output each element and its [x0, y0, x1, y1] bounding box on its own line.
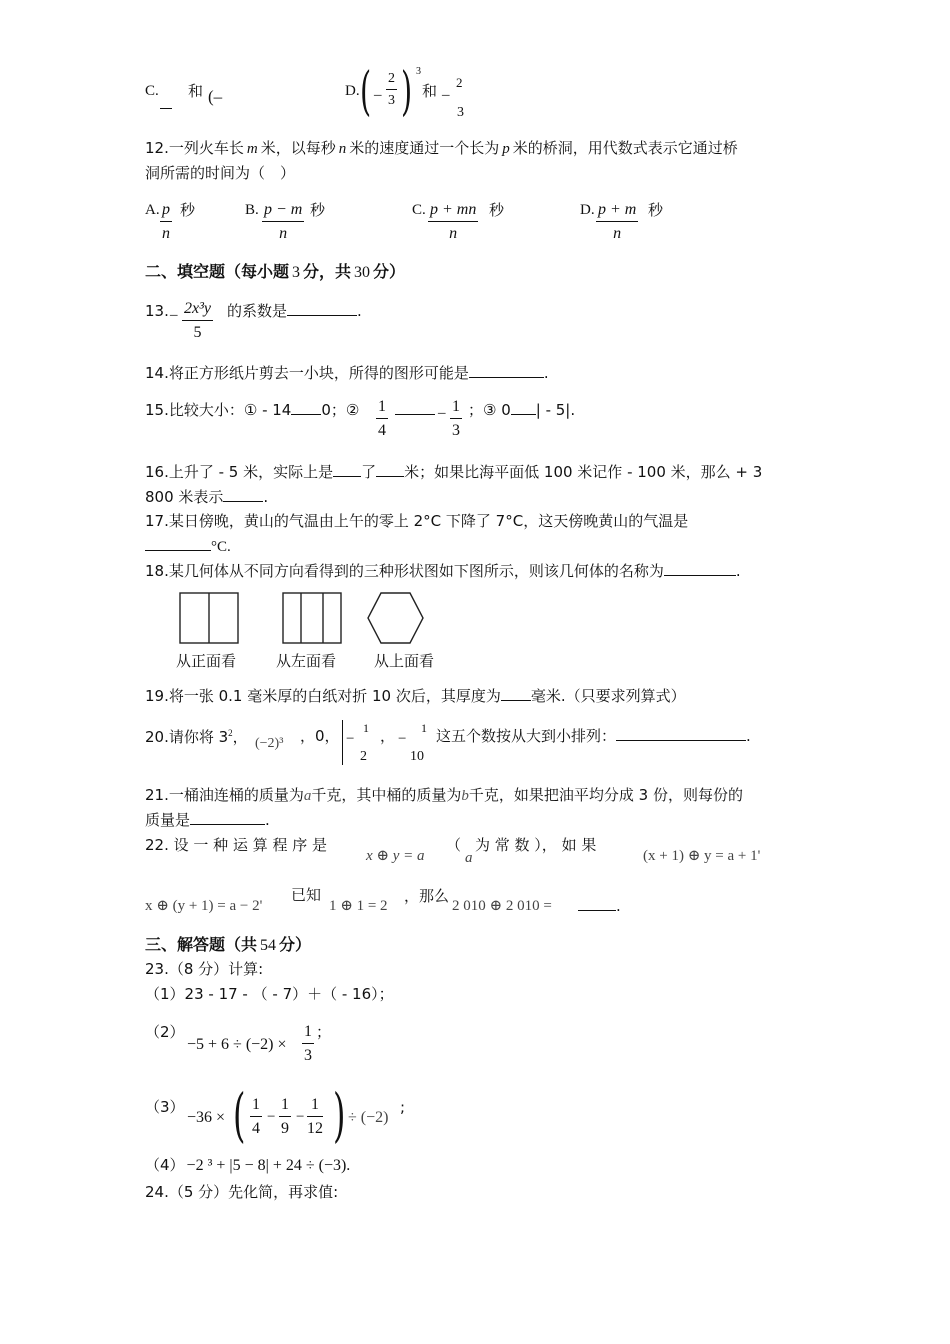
q11-c-label: C.	[145, 83, 159, 99]
q15-f1-den: 4	[378, 422, 386, 439]
q23-heading: 23.（8 分）计算:	[145, 960, 264, 978]
q23-p3-minus-1: −	[267, 1109, 276, 1125]
q19-text: 19.将一张 0.1 毫米厚的白纸对折 10 次后，其厚度为 毫米.（只要求列算式）	[145, 687, 686, 705]
q22-formula-2: (x + 1) ⊕ y = a + 1'	[643, 848, 761, 864]
q23-p3-f3-num: 1	[307, 1097, 323, 1117]
q12-option-c-fraction	[428, 202, 478, 242]
left-view-shape	[283, 593, 341, 643]
q11-c-and: 和	[188, 82, 204, 100]
q11-d-num: 2	[386, 72, 397, 90]
q12-option-d-den: n	[613, 225, 622, 242]
q23-p3-f1-den: 4	[252, 1120, 260, 1137]
q23-part-2-label: （2）	[145, 1023, 185, 1041]
q23-p3-f2-den: 9	[281, 1120, 289, 1137]
q12-line2: 洞所需的时间为（ ）	[145, 164, 296, 182]
q13-frac-num: 2x³y	[182, 301, 213, 321]
q12-option-c-label: C.	[412, 202, 426, 218]
q18-view-label-top: 从上面看	[374, 652, 435, 670]
q23-p3-fraction-3	[307, 1097, 323, 1137]
q15-part-a: 15.比较大小：① - 14 0；②	[145, 401, 360, 419]
q21-line2: 质量是 .	[145, 811, 270, 829]
q16-line2: 800 米表示 .	[145, 488, 269, 506]
q11-c-blank	[160, 97, 172, 112]
q23-part-3-pre: −36 ×	[187, 1109, 226, 1126]
q18-views-figure	[175, 591, 475, 651]
q23-p3-fraction-1	[250, 1097, 262, 1137]
q23-part-1: （1）23 - 17 - （ - 7）＋（ - 16）；	[145, 985, 394, 1003]
q23-part-4: （4） −2 ³ + |5 − 8| + 24 ÷ (−3).	[145, 1156, 351, 1174]
q12-option-a-unit: 秒	[180, 201, 196, 219]
q20-abs-sign: −	[346, 731, 355, 747]
q12-option-a-label: A.	[145, 202, 160, 218]
q21-line1: 21.一桶油连桶的质量为a千克，其中桶的质量为b千克，如果把油平均分成 3 份，则每份的	[145, 786, 743, 804]
q12-option-d-label: D.	[580, 202, 595, 218]
q22-known: 已知	[291, 886, 322, 904]
q20-part-a: 20.请你将 $3^2$，	[145, 728, 248, 746]
q12-option-d-fraction	[596, 202, 638, 242]
q12-option-b-num: p − m	[262, 202, 304, 222]
q11-d-den: 3	[388, 93, 395, 108]
q12-option-b-den: n	[279, 225, 288, 242]
q15-fraction-1	[376, 399, 388, 439]
q22-formula-5: 2 010 ⊕ 2 010 =	[452, 898, 552, 914]
section3-heading: 三、解答题（共 54 分）	[145, 935, 312, 954]
q11-d-sign: –	[374, 87, 382, 103]
q12-option-c-den: n	[449, 225, 458, 242]
q23-p3-f1-num: 1	[250, 1097, 262, 1117]
q12-option-b-fraction	[262, 202, 304, 242]
q23-p3-fraction-2	[279, 1097, 291, 1137]
q22-var-a: a	[465, 850, 473, 866]
q11-d-tail-sign: –	[442, 87, 450, 103]
q23-part-2-expr: −5 + 6 ÷ (−2) ×	[187, 1036, 287, 1053]
q18-view-label-left: 从左面看	[276, 652, 337, 670]
q11-d-tail-den: 3	[457, 105, 464, 120]
q12-option-a-den: n	[162, 225, 170, 242]
section2-heading: 二、填空题（每小题 3 分，共 30 分）	[145, 262, 406, 281]
q22-part-b: 为 常 数 ）， 如 果	[475, 836, 597, 854]
q24-heading: 24.（5 分）先化简，再求值:	[145, 1183, 339, 1201]
q12-option-a-num: p	[160, 202, 172, 222]
q13-sign: –	[170, 307, 178, 323]
q13-fraction	[182, 301, 213, 341]
q15-fraction-2	[450, 399, 462, 439]
q20-neg2-cubed: (−2)³	[255, 736, 284, 751]
q15-sign: –	[438, 405, 446, 421]
q16-line1: 16.上升了 - 5 米，实际上是 了 米；如果比海平面低 100 米记作 - 100 米，那么 + 3	[145, 463, 763, 481]
q22-formula-1: x ⊕ y = a	[366, 848, 425, 864]
q23-p3-f2-num: 1	[279, 1097, 291, 1117]
q15-f2-num: 1	[450, 399, 462, 419]
top-view-hexagon	[368, 593, 423, 643]
q13-number: 13.	[145, 302, 169, 320]
q13-text: 的系数是 .	[227, 302, 362, 320]
q22-then: ，那么	[404, 887, 450, 905]
q12-option-a-fraction	[160, 202, 172, 242]
q23-part-3-right-paren: )	[333, 1081, 346, 1149]
q12-option-b-label: B.	[245, 202, 259, 218]
q12-option-c-unit: 秒	[489, 201, 505, 219]
q20-abs-den: 2	[360, 749, 367, 764]
q13-frac-den: 5	[193, 324, 202, 341]
q15-part-c: ；③ 0 | - 5|.	[468, 401, 576, 419]
q15-blank-2	[395, 403, 435, 418]
q23-p3-f3-den: 12	[307, 1120, 323, 1137]
q20-abs-num: 1	[363, 721, 369, 735]
q12-option-d-num: p + m	[596, 202, 638, 222]
q20-zero: ，0，	[300, 727, 340, 745]
q20-part-b: 这五个数按从大到小排列： .	[436, 727, 751, 745]
q22-answer: .	[578, 899, 621, 914]
q15-f1-num: 1	[376, 399, 388, 419]
q12-option-d-unit: 秒	[648, 201, 664, 219]
q20-abs-bar-left	[342, 720, 343, 765]
q17-line2: °C.	[145, 539, 231, 555]
q23-p2-den: 3	[304, 1047, 312, 1064]
q22-paren-open: （	[446, 836, 462, 854]
q15-f2-den: 3	[452, 422, 460, 439]
q17-line1: 17.某日傍晚，黄山的气温由上午的零上 2°C 下降了 7°C，这天傍晚黄山的气温是	[145, 512, 689, 530]
q12-option-c-num: p + mn	[428, 202, 478, 222]
q20-tail-sign: −	[398, 731, 407, 747]
q11-d-label: D.	[345, 83, 360, 99]
q12-line1: 12.一列火车长 m 米，以每秒 n 米的速度通过一个长为 p 米的桥洞，用代数式表示它通过桥	[145, 139, 738, 157]
q12-option-b-unit: 秒	[310, 201, 326, 219]
q11-d-and: 和	[422, 82, 438, 100]
q20-sep: ，	[380, 727, 396, 745]
q23-part-2-fraction	[302, 1024, 314, 1064]
q11-d-left-paren: (	[360, 62, 372, 122]
q20-tail-num: 1	[421, 721, 427, 735]
q22-part-a: 22. 设 一 种 运 算 程 序 是	[145, 836, 328, 854]
q23-part-3-left-paren: (	[233, 1081, 246, 1149]
q22-formula-4: 1 ⊕ 1 = 2	[329, 898, 388, 914]
q18-view-label-front: 从正面看	[176, 652, 237, 670]
q11-d-fraction	[386, 72, 397, 108]
q23-part-3-label: （3）	[145, 1098, 185, 1116]
q23-part-3-end: ;	[400, 1098, 406, 1116]
q23-p3-minus-2: −	[296, 1109, 305, 1125]
q23-part-3-post: ÷ (−2)	[348, 1109, 389, 1126]
q18-text: 18.某几何体从不同方向看得到的三种形状图如下图所示，则该几何体的名称为 .	[145, 562, 741, 580]
q11-c-paren: (–	[208, 87, 223, 106]
q23-p2-num: 1	[302, 1024, 314, 1044]
q14-text: 14.将正方形纸片剪去一小块，所得的图形可能是 .	[145, 364, 549, 382]
q11-d-exponent: 3	[416, 66, 421, 77]
q20-tail-den: 10	[410, 749, 424, 764]
q11-d-tail-num: 2	[456, 75, 463, 90]
q22-formula-3: x ⊕ (y + 1) = a − 2'	[145, 898, 263, 914]
q11-d-right-paren: )	[401, 62, 413, 122]
q23-part-2-end: ；	[316, 1023, 332, 1041]
